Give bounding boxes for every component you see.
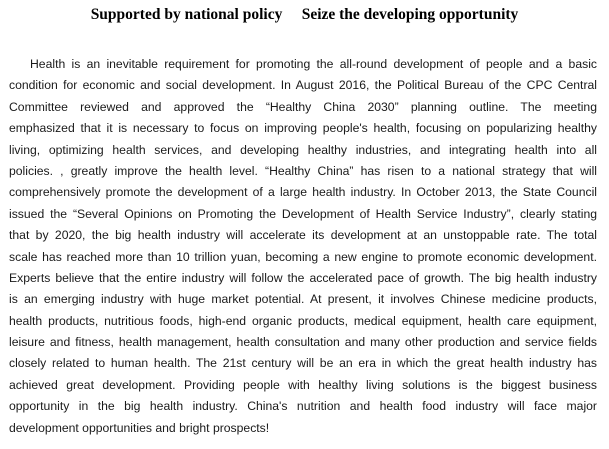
body-line: opportunity in the big health industry. China's nutrition and health food industry will face major bbox=[9, 399, 597, 414]
body-line: closely related to human health. The 21st century will be an era in which the great health industry has bbox=[9, 356, 597, 371]
body-line: policies. , greatly improve the health level. “Healthy China” has risen to a national strategy that will bbox=[9, 163, 597, 178]
body-line: that by 2020, the big health industry will accelerate its development at an unstoppable rate. The total bbox=[9, 228, 597, 243]
article-body bbox=[9, 54, 597, 439]
body-line: Committee reviewed and approved the “Healthy China 2030” planning outline. The meeting bbox=[9, 99, 597, 114]
body-line: issued the “Several Opinions on Promoting the Development of Health Service Industry”, clearly stating bbox=[9, 206, 597, 221]
body-line: living, optimizing health services, and developing healthy industries, and integrating health into all bbox=[9, 142, 597, 157]
body-line: comprehensively promote the development of a large health industry. In October 2013, the State Council bbox=[9, 185, 597, 200]
body-line: is an emerging industry with huge market potential. At present, it involves Chinese medicine products, bbox=[9, 292, 597, 307]
body-line: health products, nutritious foods, high-end organic products, medical equipment, health care equipment, bbox=[9, 313, 597, 328]
body-line: achieved great development. Providing people with healthy living solutions is the biggest business bbox=[9, 377, 597, 392]
body-line: development opportunities and bright prospects! bbox=[9, 420, 270, 435]
body-line: emphasized that it is necessary to focus on improving people's health, focusing on popularizing healthy bbox=[9, 121, 597, 136]
body-line: Experts believe that the entire industry will follow the accelerated pace of growth. The big health industry bbox=[9, 270, 597, 285]
body-line: condition for economic and social development. In August 2016, the Political Bureau of the CPC Central bbox=[9, 78, 597, 93]
body-line: scale has reached more than 10 trillion yuan, becoming a new engine to promote economic development. bbox=[9, 249, 597, 264]
article-title: Supported by national policy Seize the developing opportunity bbox=[90, 6, 519, 23]
body-line: leisure and fitness, health management, health consultation and many other production and service fields bbox=[9, 335, 597, 350]
body-line: Health is an inevitable requirement for promoting the all-round development of people and a basic bbox=[30, 57, 597, 71]
